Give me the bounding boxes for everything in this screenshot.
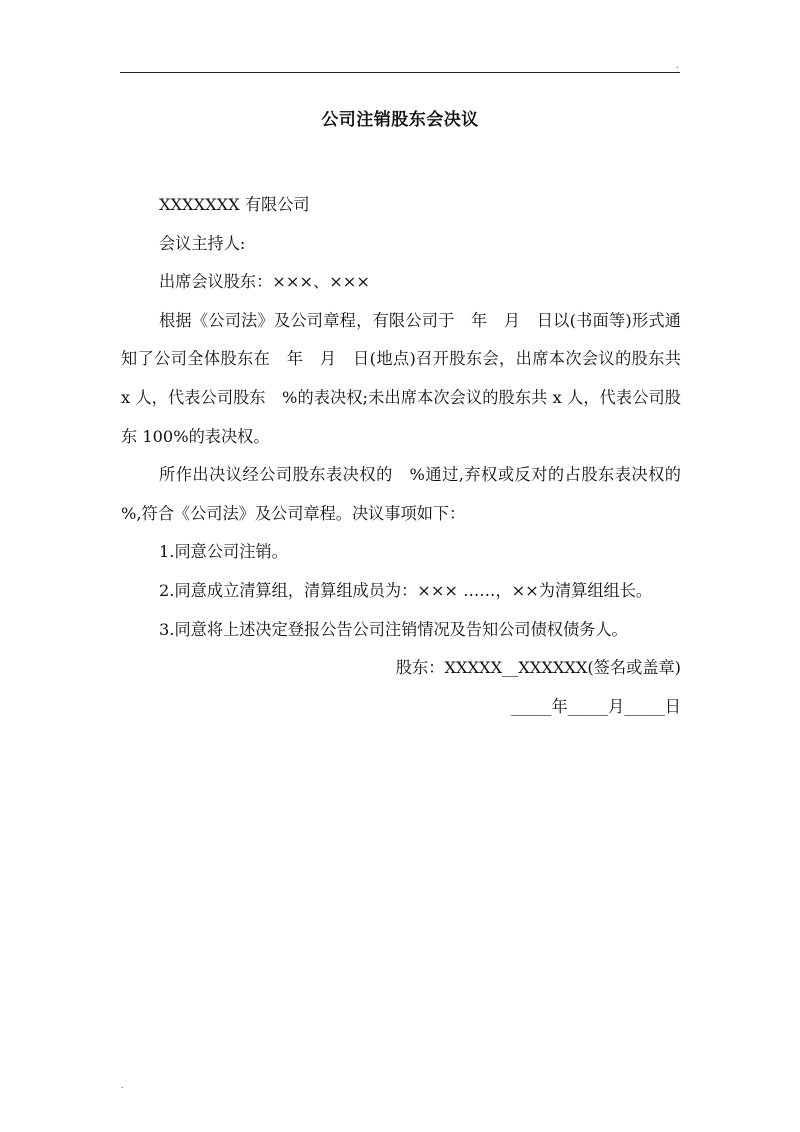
header-mark: . [676, 61, 679, 70]
host-line: 会议主持人: [159, 233, 246, 253]
signature-line: 股东：XXXXX__XXXXXX(签名或盖章) [395, 658, 681, 678]
resolution-item-1: 1.同意公司注销。 [159, 542, 288, 562]
resolution-item-3: 3.同意将上述决定登报公告公司注销情况及告知公司债权债务人。 [159, 619, 628, 639]
company-line: XXXXXXX 有限公司 [159, 195, 310, 214]
date-line: _____年_____月_____日 [511, 696, 681, 716]
footer-mark: . [121, 1081, 124, 1090]
notice-paragraph: 根据《公司法》及公司章程，有限公司于 年 月 日以(书面等)形式通知了公司全体股东在 年 月 日(地点)召开股东会，出席本次会议的股东共 x 人，代表公司股东 %的表决权;未出席本次会议的股东共 x 人，代表公司股东 100%的表决权。 [121, 310, 681, 446]
attendees-line: 出席会议股东：×××、××× [159, 272, 370, 292]
document-title: 公司注销股东会决议 [321, 110, 479, 130]
document-body [121, 186, 698, 726]
header-rule [120, 72, 680, 73]
resolution-item-2: 2.同意成立清算组，清算组成员为：××× ……，××为清算组组长。 [159, 580, 653, 600]
vote-paragraph: 所作出决议经公司股东表决权的 %通过,弃权或反对的占股东表决权的 %,符合《公司法》及公司章程。决议事项如下： [121, 465, 698, 523]
